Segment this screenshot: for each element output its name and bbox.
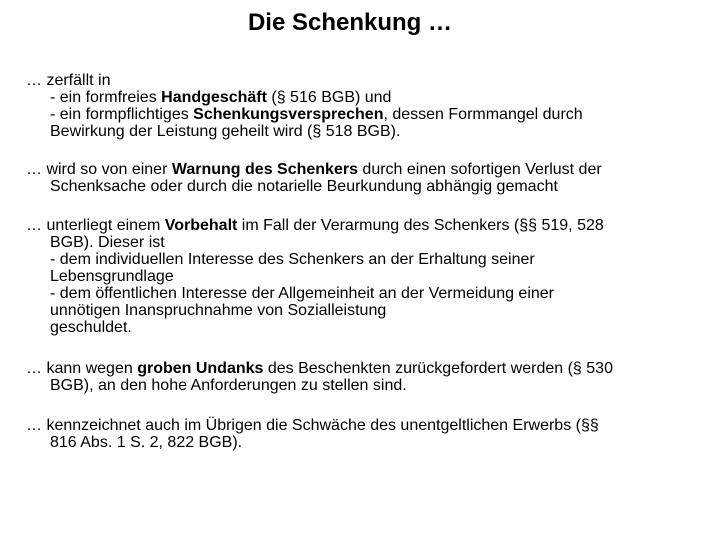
para3-pre: … unterliegt einem (26, 217, 165, 234)
para1-l2-post: , dessen Formmangel durch (383, 106, 583, 123)
paragraph-schwaeche (26, 417, 696, 451)
para3-line5: - dem öffentlichen Interesse der Allgemeinheit an der Vermeidung einer (50, 285, 555, 302)
para2-pre: … wird so von einer (26, 161, 172, 178)
paragraph-zerfaellt (26, 72, 696, 140)
para2-post: durch einen sofortigen Verlust der (357, 161, 602, 178)
para5-line1: … kennzeichnet auch im Übrigen die Schwäche des unentgeltlichen Erwerbs (§§ (26, 417, 599, 434)
para1-l1-bold: Handgeschäft (161, 89, 267, 106)
para1-l2-bold: Schenkungsversprechen (193, 106, 384, 123)
para3-bold: Vorbehalt (164, 217, 238, 234)
para1-l2-pre: - ein formpflichtiges (50, 106, 194, 123)
para5-line2: 816 Abs. 1 S. 2, 822 BGB). (50, 434, 243, 451)
para3-line2: BGB). Dieser ist (50, 234, 165, 251)
para4-post: des Beschenkten zurückgefordert werden (§ 530 (263, 360, 613, 377)
para4-bold: groben Undanks (137, 360, 264, 377)
para1-intro: … zerfällt in (26, 72, 111, 89)
para2-line2: Schenksache oder durch die notarielle Beurkundung abhängig gemacht (50, 178, 558, 195)
para4-pre: … kann wegen (26, 360, 138, 377)
para1-l1-pre: - ein formfreies (50, 89, 162, 106)
para4-line2: BGB), an den hohe Anforderungen zu stellen sind. (50, 377, 407, 394)
para1-line-schenkungsversprechen (26, 106, 696, 123)
para2-line1 (26, 161, 696, 178)
para3-post: im Fall der Verarmung des Schenkers (§§ 519, 528 (237, 217, 604, 234)
para3-line1 (26, 217, 696, 234)
para3-line6: unnötigen Inanspruchnahme von Sozialleistung (50, 302, 387, 319)
para1-line-bewirkung: Bewirkung der Leistung geheilt wird (§ 518 BGB). (50, 123, 401, 140)
para3-line4: Lebensgrundlage (50, 268, 174, 285)
slide-title: Die Schenkung … (247, 9, 453, 36)
para4-line1 (26, 360, 696, 377)
para1-line-handgeschaeft (26, 89, 696, 106)
para3-line3: - dem individuellen Interesse des Schenkers an der Erhaltung seiner (50, 251, 535, 268)
slide-content (26, 72, 696, 451)
para3-line7: geschuldet. (50, 319, 132, 336)
para2-bold: Warnung des Schenkers (171, 161, 358, 178)
paragraph-vorbehalt (26, 217, 696, 336)
paragraph-warnung (26, 161, 696, 195)
para1-l1-post: (§ 516 BGB) und (266, 89, 392, 106)
paragraph-undank (26, 360, 696, 394)
